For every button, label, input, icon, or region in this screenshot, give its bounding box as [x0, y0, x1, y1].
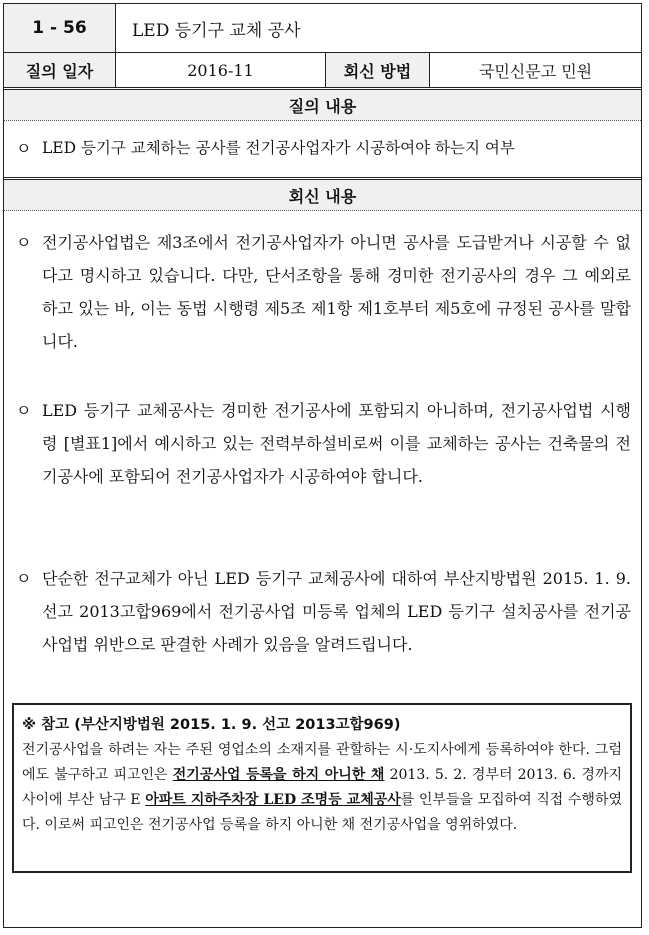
bullet: ㅇ	[16, 139, 32, 158]
note-title: ※ 참고 (부산지방법원 2015. 1. 9. 선고 2013고합969)	[22, 717, 401, 733]
meta-row	[4, 53, 641, 87]
divider	[4, 210, 641, 211]
note-emphasis-2: 아파트 지하주차장 LED 조명등 교체공사	[145, 792, 401, 808]
note-text-part-3: 를 인부들을 모집하여 직접 수행하였다. 이로써 피고인은 전기공사업 등록을 하지 아니한 채 전기공사업을 영위하였다.	[22, 792, 622, 833]
answer-paragraph-1	[16, 226, 631, 358]
paragraph-text: 단순한 전구교체가 아닌 LED 등기구 교체공사에 대하여 부산지방법원 2015. 1. 9. 선고 2013고합969에서 전기공사업 미등록 업체의 LED 등기구 설치공사를 전기공사업법 위반으로 판결한 사례가 있음을 알려드립니다.	[42, 569, 631, 654]
bullet: ㅇ	[16, 233, 32, 252]
answer-title: 회신 내용	[4, 180, 641, 210]
item-number: 1 - 56	[4, 4, 115, 52]
question-body: LED 등기구 교체하는 공사를 전기공사업자가 시공하여야 하는지 여부	[42, 139, 515, 157]
question-text	[16, 132, 631, 165]
question-title: 질의 내용	[4, 90, 641, 120]
reference-note-box	[12, 703, 632, 873]
bullet: ㅇ	[16, 569, 32, 588]
date-value: 2016-11	[115, 53, 325, 87]
date-label: 질의 일자	[4, 53, 115, 87]
paragraph-text: 전기공사업법은 제3조에서 전기공사업자가 아니면 공사를 도급받거나 시공할 수 없다고 명시하고 있습니다. 다만, 단서조항을 통해 경미한 전기공사의 경우 그 예외로 하고 있는 바, 이는 동법 시행령 제5조 제1항 제1호부터 제5호에 규정된 공사를 말합니다.	[42, 233, 631, 351]
note-emphasis-1: 전기공사업 등록을 하지 아니한 채	[172, 767, 385, 783]
note-text-part-2: 2013. 5. 2. 경부터 2013. 6. 경까지 사이에 부산 남구 E	[22, 767, 622, 808]
item-title: LED 등기구 교체 공사	[115, 4, 641, 52]
bullet: ㅇ	[16, 401, 32, 420]
method-label: 회신 방법	[325, 53, 429, 87]
note-text-part-1: 전기공사업을 하려는 자는 주된 영업소의 소재지를 관할하는 시·도지사에게 등록하여야 한다. 그럼에도 불구하고 피고인은	[22, 742, 622, 783]
note-body	[22, 738, 622, 838]
header-row	[4, 4, 641, 52]
method-value: 국민신문고 민원	[429, 53, 641, 87]
answer-paragraph-2	[16, 394, 631, 493]
divider	[4, 120, 641, 121]
answer-paragraph-3	[16, 562, 631, 661]
paragraph-text: LED 등기구 교체공사는 경미한 전기공사에 포함되지 아니하며, 전기공사업법 시행령 [별표1]에서 예시하고 있는 전력부하설비로써 이를 교체하는 공사는 건축물의 전기공사에 포함되어 전기공사업자가 시공하여야 합니다.	[42, 401, 631, 486]
